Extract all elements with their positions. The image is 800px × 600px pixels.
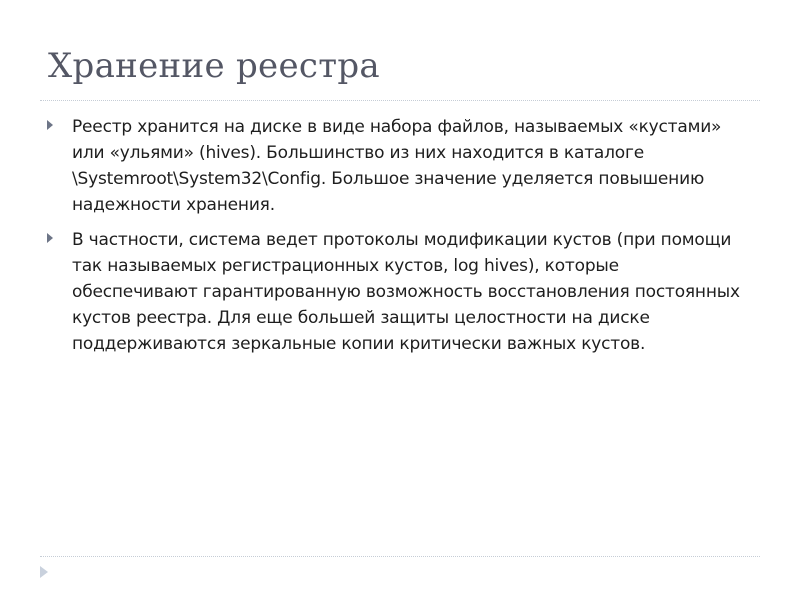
footer-divider [40, 556, 760, 557]
bullet-text-1: Реестр хранится на диске в виде набора файлов, называемых «кустами» или «ульями» (hives). Большинство из них находится в каталоге \Systemroot\System32\Config. Большое значение уделяется повышению надежности хранения. [72, 117, 722, 215]
slide-title: Хранение реестра [48, 46, 380, 86]
title-divider [40, 100, 760, 101]
triangle-right-icon [47, 120, 53, 130]
footer-triangle-icon [40, 566, 48, 578]
bullet-item-2 [47, 227, 747, 357]
bullet-text-2: В частности, система ведет протоколы модификации кустов (при помощи так называемых регистрационных кустов, log hives), которые обеспечивают гарантированную возможность восстановления постоянных кустов реестра. Для еще большей защиты целостности на диске поддерживаются зеркальные копии критически важных кустов. [72, 230, 740, 354]
triangle-right-icon [47, 233, 53, 243]
slide-content [47, 114, 747, 366]
bullet-item-1 [47, 114, 747, 218]
